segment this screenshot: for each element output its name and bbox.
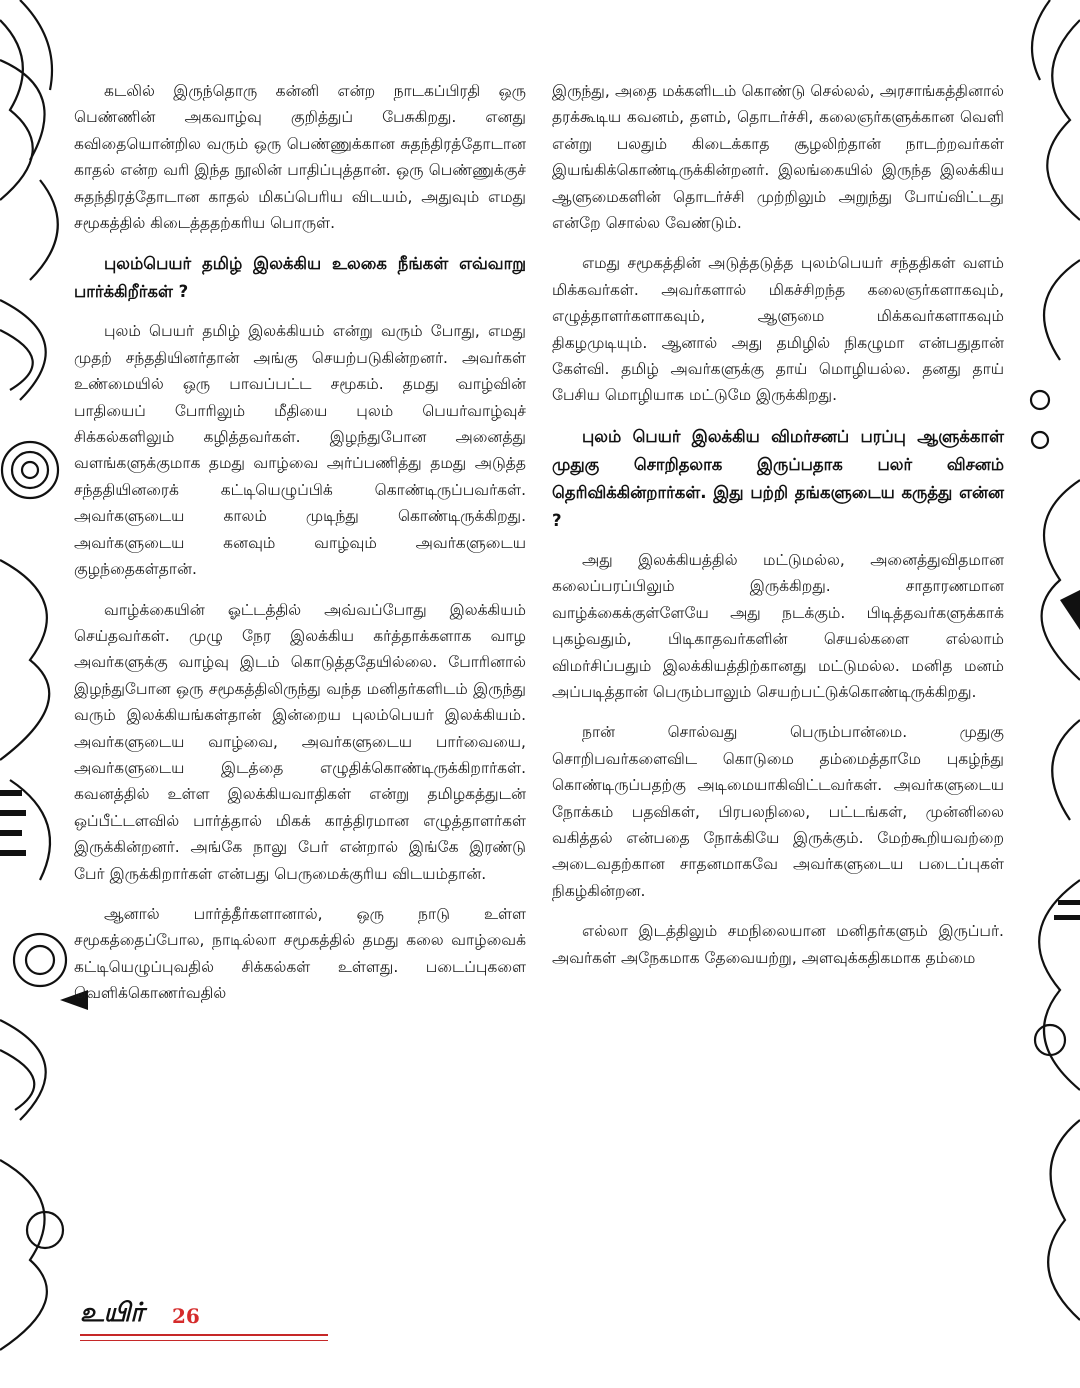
question-heading: புலம் பெயர் இலக்கிய விமர்சனப் பரப்பு ஆளுக்காள் முதுகு சொறிதலாக இருப்பதாக பலர் விசனம் தெரிவிக்கின்றார்கள். இது பற்றி தங்களுடைய கருத்து என்ன ? bbox=[552, 426, 1004, 530]
page-number: 26 bbox=[172, 1304, 200, 1328]
body-paragraph: வாழ்க்கையின் ஓட்டத்தில் அவ்வப்போது இலக்கியம் செய்தவர்கள். முழு நேர இலக்கிய கர்த்தாக்களாக வாழ அவர்களுக்கு வாழ்வு இடம் கொடுத்ததேயில்லை. போரினால் இழந்துபோன ஒரு சமூகத்திலிருந்து வந்த மனிதர்களிடம் இருந்து வரும் இலக்கியங்கள்தான் இன்றைய புலம்பெயர் இலக்கியம். அவர்களுடைய வாழ்வை, அவர்களுடைய பார்வையை, அவர்களுடைய இடத்தை எழுதிக்கொண்டிருக்கிறார்கள். கவனத்தில் உள்ள இலக்கியவாதிகள் என்று தமிழகத்துடன் ஒப்பீட்டளவில் பார்த்தால் மிகக் காத்திரமான எழுத்தாளர்கள் இருக்கின்றனர். அங்கே நாலு பேர் என்றால் இங்கே இரண்டு பேர் இருக்கிறார்கள் என்பது பெருமைக்குரிய விடயம்தான். bbox=[74, 600, 526, 883]
body-paragraph: எமது சமூகத்தின் அடுத்தடுத்த புலம்பெயர் சந்ததிகள் வளம் மிக்கவர்கள். அவர்களால் மிகச்சிறந்த கலைஞர்களாகவும், எழுத்தாளர்களாகவும், ஆளுமை மிக்கவர்களாகவும் திகழமுடியும். ஆனால் அது தமிழில் நிகழுமா என்பதுதான் கேள்வி. தமிழ் அவர்களுக்கு தாய் மொழியல்ல. தனது தாய் பேசிய மொழியாக மட்டுமே இருக்கிறது. bbox=[552, 254, 1004, 405]
right-text-column bbox=[552, 78, 1004, 985]
body-paragraph: அது இலக்கியத்தில் மட்டுமல்ல, அனைத்துவிதமான கலைப்பரப்பிலும் இருக்கிறது. சாதாரணமான வாழ்க்கைக்குள்ளேயே அது நடக்கும். பிடித்தவர்களுக்காக் புகழ்வதும், பிடிகாதவர்களின் செயல்களை எல்லாம் விமர்சிப்பதும் இலக்கியத்திற்கானது மட்டுமல்ல. மனித மனம் அப்படித்தான் பெரும்பாலும் செயற்பட்டுக்கொண்டிருக்கிறது. bbox=[552, 550, 1004, 701]
right-decorative-border bbox=[1010, 0, 1080, 1388]
magazine-logo: உயிர் bbox=[80, 1298, 144, 1328]
body-paragraph: புலம் பெயர் தமிழ் இலக்கியம் என்று வரும் போது, எமது முதற் சந்ததியினர்தான் அங்கு செயற்படுகின்றனர். அவர்கள் உண்மையில் ஒரு பாவப்பட்ட சமூகம். தமது வாழ்வின் பாதியைப் போரிலும் மீதியை புலம் பெயர்வாழ்வுச் சிக்கல்களிலும் கழித்தவர்கள். இழந்துபோன அனைத்து வளங்களுக்குமாக தமது வாழ்வை அர்ப்பணித்து தமது அடுத்த சந்ததியினரைக் கட்டியெழுப்பிக் கொண்டிருப்பவர்கள். அவர்களுடைய காலம் முடிந்து கொண்டிருக்கிறது. அவர்களுடைய கனவும் வாழ்வும் அவர்களுடைய குழந்தைகள்தான். bbox=[74, 322, 526, 579]
body-paragraph: கடலில் இருந்தொரு கன்னி என்ற நாடகப்பிரதி ஒரு பெண்ணின் அகவாழ்வு குறித்துப் பேசுகிறது. எனது கவிதையொன்றில வரும் ஒரு பெண்ணுக்கான சுதந்திரத்தோடான காதல் என்ற வரி இந்த நூலின் பாதிப்புத்தான். ஒரு பெண்ணுக்குச் சுதந்திரத்தோடான காதல் மிகப்பெரிய விடயம், அதுவும் எமது சமூகத்தில் கிடைத்ததற்கரிய பொருள். bbox=[74, 82, 526, 233]
body-paragraph: ஆனால் பார்த்தீர்களானால், ஒரு நாடு உள்ள சமூகத்தைப்போல, நாடில்லா சமூகத்தில் தமது கலை வாழ்வைக் கட்டியெழுப்புவதில் சிக்கல்கள் உள்ளது. படைப்புகளை வெளிக்கொணர்வதில் bbox=[74, 904, 526, 1003]
body-paragraph: எல்லா இடத்திலும் சமநிலையான மனிதர்களும் இருப்பர். அவர்கள் அநேகமாக தேவையற்று, அளவுக்கதிகமாக தம்மை bbox=[552, 922, 1004, 967]
footer-rule-top bbox=[80, 1334, 328, 1336]
page-footer bbox=[80, 1296, 330, 1346]
body-paragraph: நான் சொல்வது பெரும்பான்மை. முதுகு சொறிபவர்களைவிட கொடுமை தம்மைத்தாமே புகழ்ந்து கொண்டிருப்பதற்கு அடிமையாகிவிட்டவர்கள். அவர்களுடைய நோக்கம் பதவிகள், பிரபலநிலை, பட்டங்கள், முன்னிலை வகித்தல் என்பதை நோக்கியே இருக்கும். மேற்கூறியவற்றை அடைவதற்கான சாதனமாகவே அவர்களுடைய படைப்புகள் நிகழ்கின்றன. bbox=[552, 723, 1004, 900]
body-paragraph: இருந்து, அதை மக்களிடம் கொண்டு செல்லல், அரசாங்கத்தினால் தரக்கூடிய கவனம், தளம், தொடர்ச்சி, கலைஞர்களுக்கான வெளி என்று பலதும் கிடைக்காத சூழலிற்தான் நாடற்றவர்கள் இயங்கிக்கொண்டிருக்கின்றனர். இலங்கையில் இருந்த இலக்கிய ஆளுமைகளின் தொடர்ச்சி முற்றிலும் அறுந்து போய்விட்டது என்றே சொல்ல வேண்டும். bbox=[552, 82, 1004, 233]
left-text-column bbox=[74, 78, 526, 1021]
footer-rule-bottom bbox=[80, 1340, 328, 1341]
question-heading: புலம்பெயர் தமிழ் இலக்கிய உலகை நீங்கள் எவ்வாறு பார்க்கிறீர்கள் ? bbox=[74, 254, 526, 302]
